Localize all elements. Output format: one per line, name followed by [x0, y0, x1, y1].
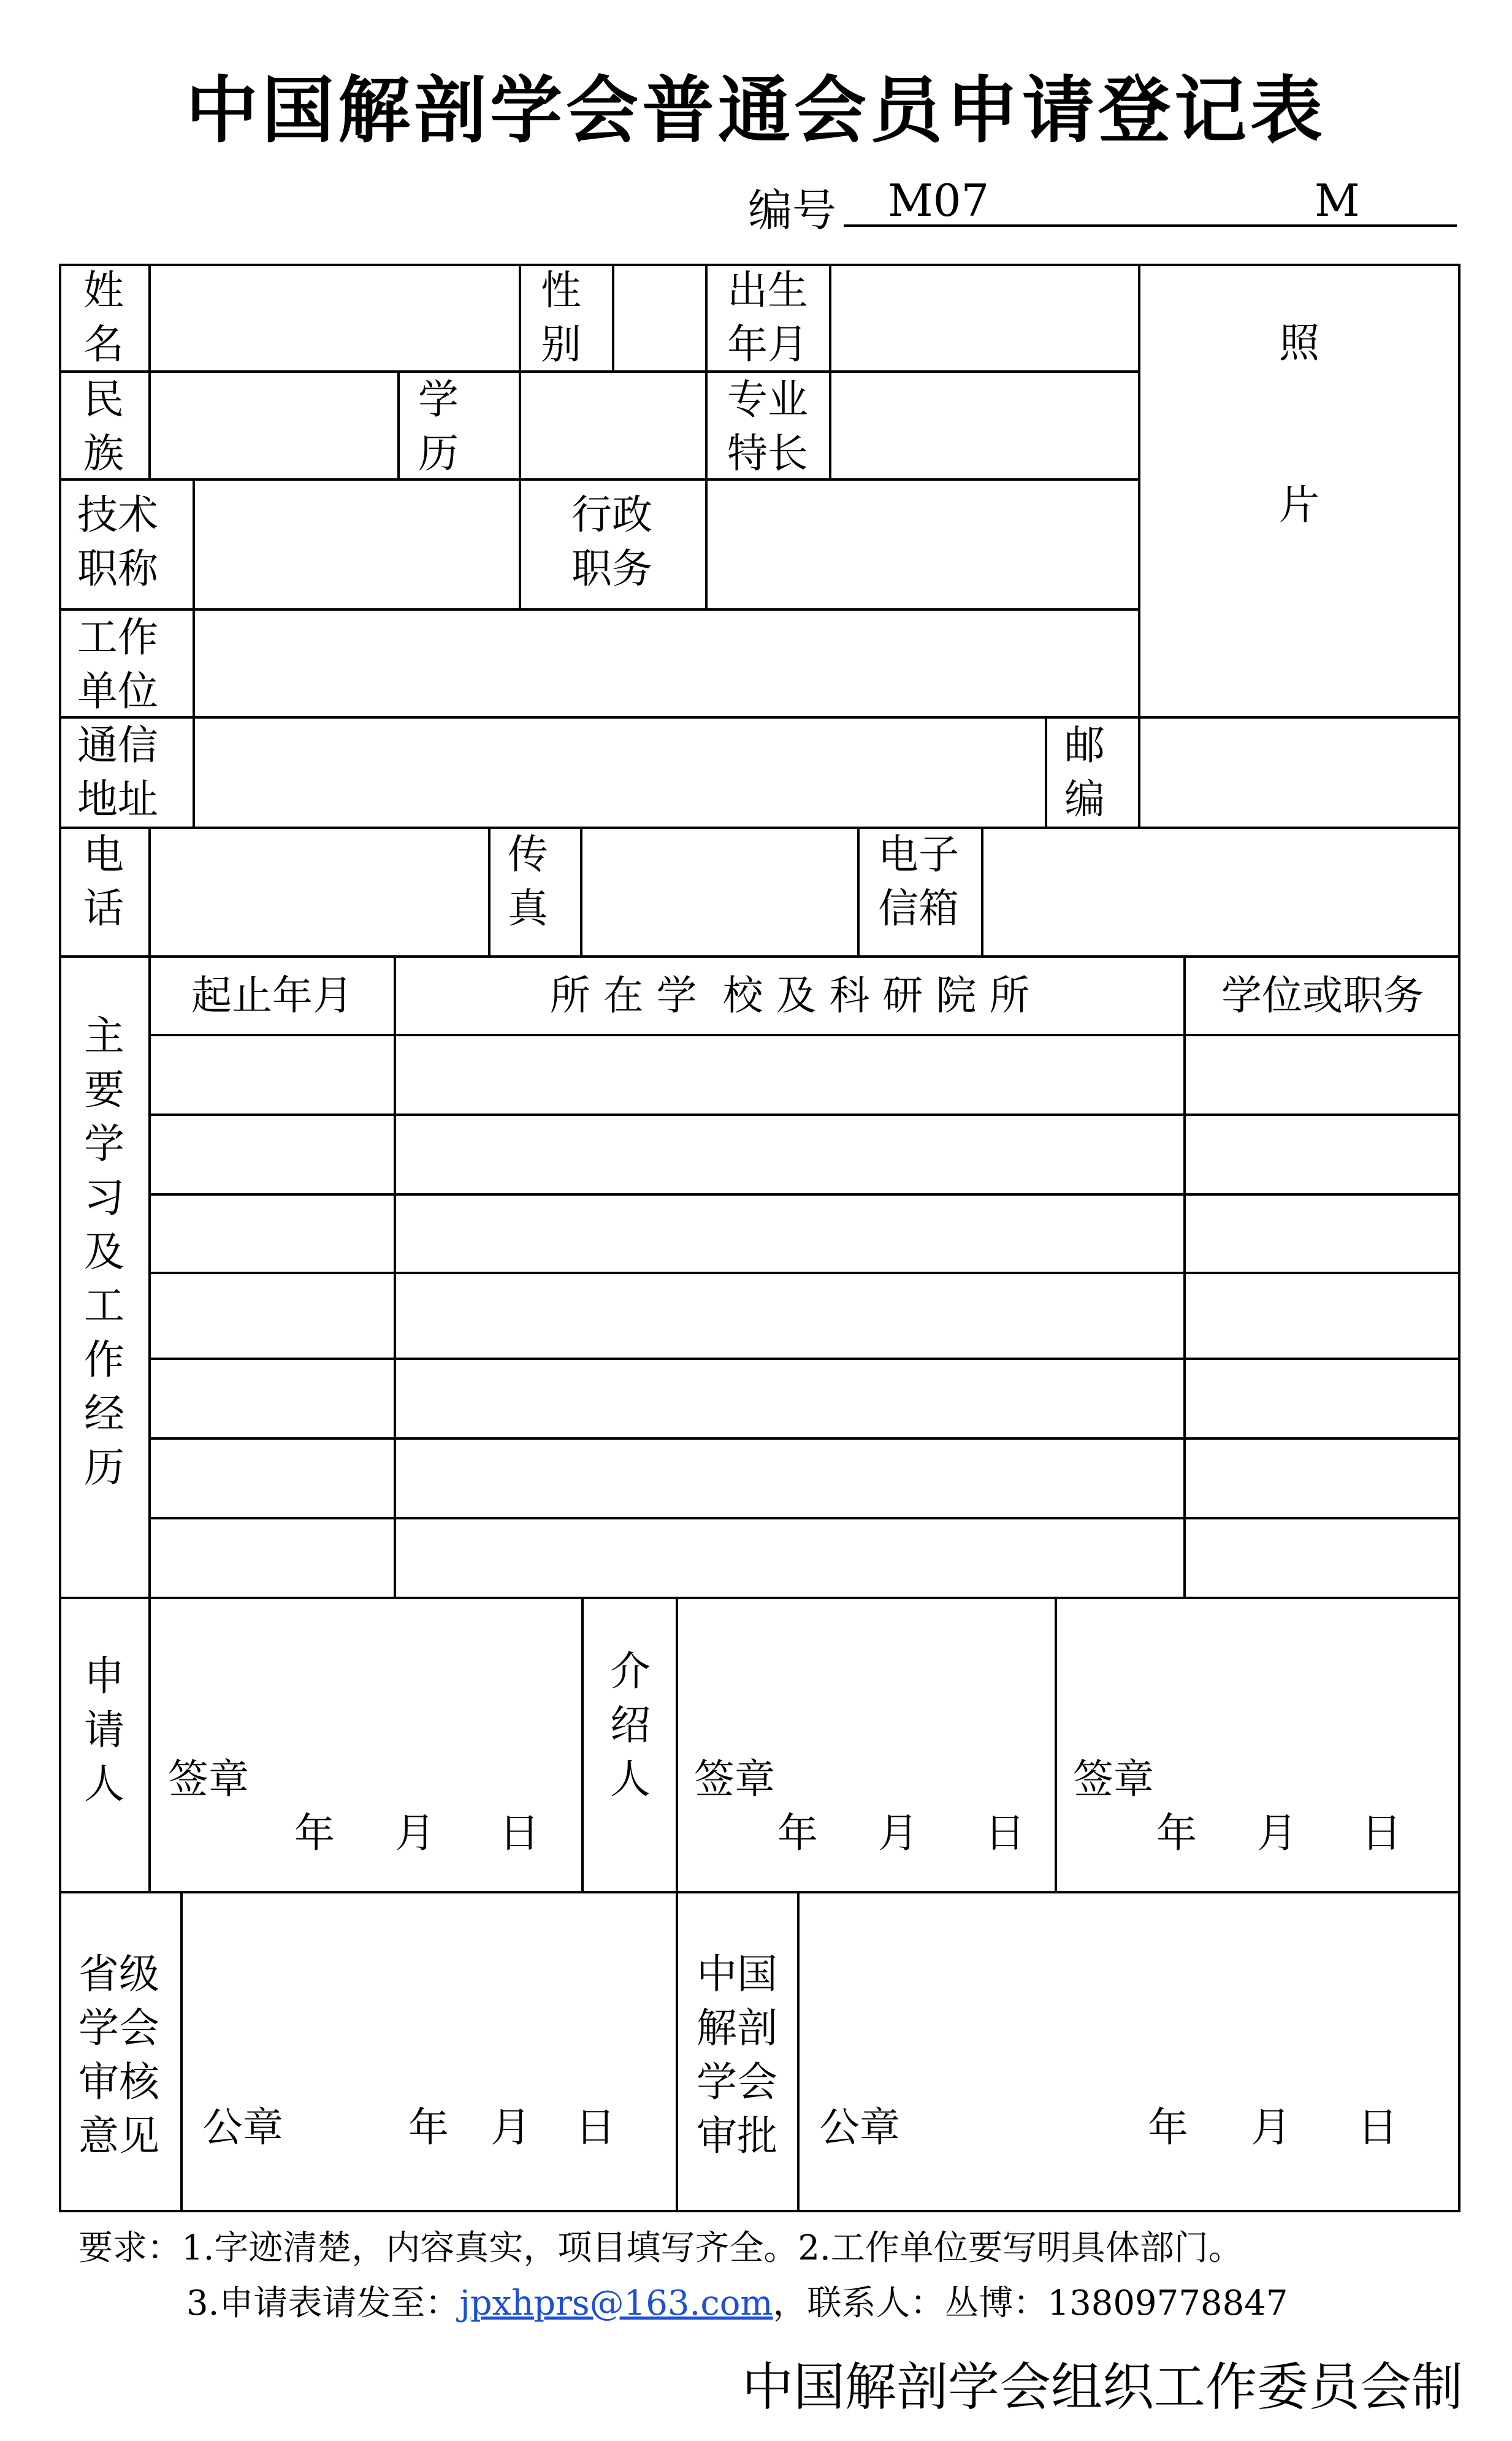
history-row[interactable]	[151, 1274, 1458, 1358]
provincial-seal-label: 公章	[202, 2104, 283, 2151]
education-field[interactable]	[521, 373, 705, 478]
requirements-note: 要求：1.字迹清楚，内容真实，项目填写齐全。2.工作单位要写明具体部门。	[78, 2228, 1243, 2268]
introducer2-sign-label: 签章	[1073, 1755, 1154, 1803]
serial-prefix: M07	[888, 175, 990, 226]
label-birth: 出生 年月	[727, 267, 808, 368]
application-form	[59, 264, 1460, 2212]
label-gender: 性 别	[541, 267, 581, 368]
label-ethnicity: 民 族	[83, 376, 124, 477]
specialty-field[interactable]	[831, 373, 1138, 478]
label-history: 主 要 学 习 及 工 作 经 历	[84, 1012, 124, 1491]
phone-field[interactable]	[151, 829, 488, 955]
applicant-month: 月	[395, 1809, 435, 1857]
fax-field[interactable]	[582, 829, 857, 955]
national-month: 月	[1251, 2104, 1291, 2151]
label-introducer: 介 绍 人	[610, 1648, 651, 1803]
page-title: 中国解剖学会普通会员申请登记表	[185, 68, 1326, 153]
history-row[interactable]	[151, 1440, 1458, 1517]
label-education: 学 历	[418, 376, 459, 477]
label-fax: 传 真	[508, 831, 548, 932]
applicant-year: 年	[294, 1809, 335, 1857]
label-address: 通信 地址	[77, 722, 158, 823]
label-photo-1: 照	[1279, 319, 1319, 367]
provincial-review-box[interactable]	[183, 1893, 676, 2210]
history-row[interactable]	[151, 1360, 1458, 1437]
label-position: 行政 职务	[571, 491, 652, 592]
gender-field[interactable]	[614, 265, 705, 370]
address-field[interactable]	[195, 719, 1045, 827]
history-header-degree: 学位或职务	[1221, 972, 1424, 1019]
label-photo-2: 片	[1279, 481, 1319, 529]
introducer1-sign-label: 签章	[694, 1755, 775, 1803]
label-national-approval: 中国 解剖 学会 审批	[697, 1950, 777, 2160]
contact-email-link[interactable]: jpxhprs@163.com	[459, 2283, 773, 2323]
national-year: 年	[1148, 2104, 1188, 2151]
label-work-unit: 工作 单位	[77, 614, 158, 715]
history-row[interactable]	[151, 1519, 1458, 1597]
introducer2-month: 月	[1257, 1809, 1297, 1857]
label-applicant: 申 请 人	[84, 1652, 124, 1808]
history-row[interactable]	[151, 1116, 1458, 1193]
label-phone: 电 话	[83, 831, 124, 932]
label-email: 电子 信箱	[878, 831, 959, 932]
national-day: 日	[1357, 2104, 1398, 2151]
introducer1-day: 日	[985, 1809, 1025, 1857]
history-row[interactable]	[151, 1196, 1458, 1272]
tech-title-field[interactable]	[195, 481, 519, 608]
label-name: 姓 名	[83, 267, 124, 368]
introducer1-month: 月	[878, 1809, 918, 1857]
serial-label: 编号	[748, 185, 837, 236]
history-row[interactable]	[151, 1036, 1458, 1114]
ethnicity-field[interactable]	[151, 373, 397, 478]
introducer2-year: 年	[1156, 1809, 1197, 1857]
birth-field[interactable]	[831, 265, 1138, 370]
label-postcode: 邮 编	[1064, 722, 1105, 823]
label-provincial-review: 省级 学会 审核 意见	[78, 1950, 159, 2160]
history-header-period: 起止年月	[191, 972, 353, 1019]
submission-note	[186, 2276, 1288, 2325]
label-tech-title: 技术 职称	[77, 491, 158, 592]
serial-suffix: M	[1315, 175, 1360, 226]
introducer2-day: 日	[1361, 1809, 1402, 1857]
provincial-day: 日	[575, 2104, 616, 2151]
work-unit-field[interactable]	[195, 611, 1138, 716]
applicant-sign-label: 签章	[168, 1755, 249, 1803]
provincial-month: 月	[491, 2104, 531, 2151]
position-field[interactable]	[708, 481, 1138, 608]
name-field[interactable]	[151, 265, 519, 370]
submission-prefix: 3.申请表请发至：	[186, 2283, 460, 2323]
provincial-year: 年	[408, 2104, 449, 2151]
postcode-field[interactable]	[1140, 719, 1458, 827]
submission-suffix: ，联系人：丛博：13809778847	[773, 2283, 1288, 2323]
history-header-institution: 所 在 学 校 及 科 研 院 所	[549, 972, 1030, 1019]
applicant-day: 日	[499, 1809, 540, 1857]
introducer1-year: 年	[777, 1809, 818, 1857]
issuer-footer: 中国解剖学会组织工作委员会制	[742, 2357, 1464, 2417]
email-field[interactable]	[983, 829, 1458, 955]
national-seal-label: 公章	[819, 2104, 900, 2151]
national-approval-box[interactable]	[800, 1893, 1458, 2210]
label-specialty: 专业 特长	[727, 376, 808, 477]
